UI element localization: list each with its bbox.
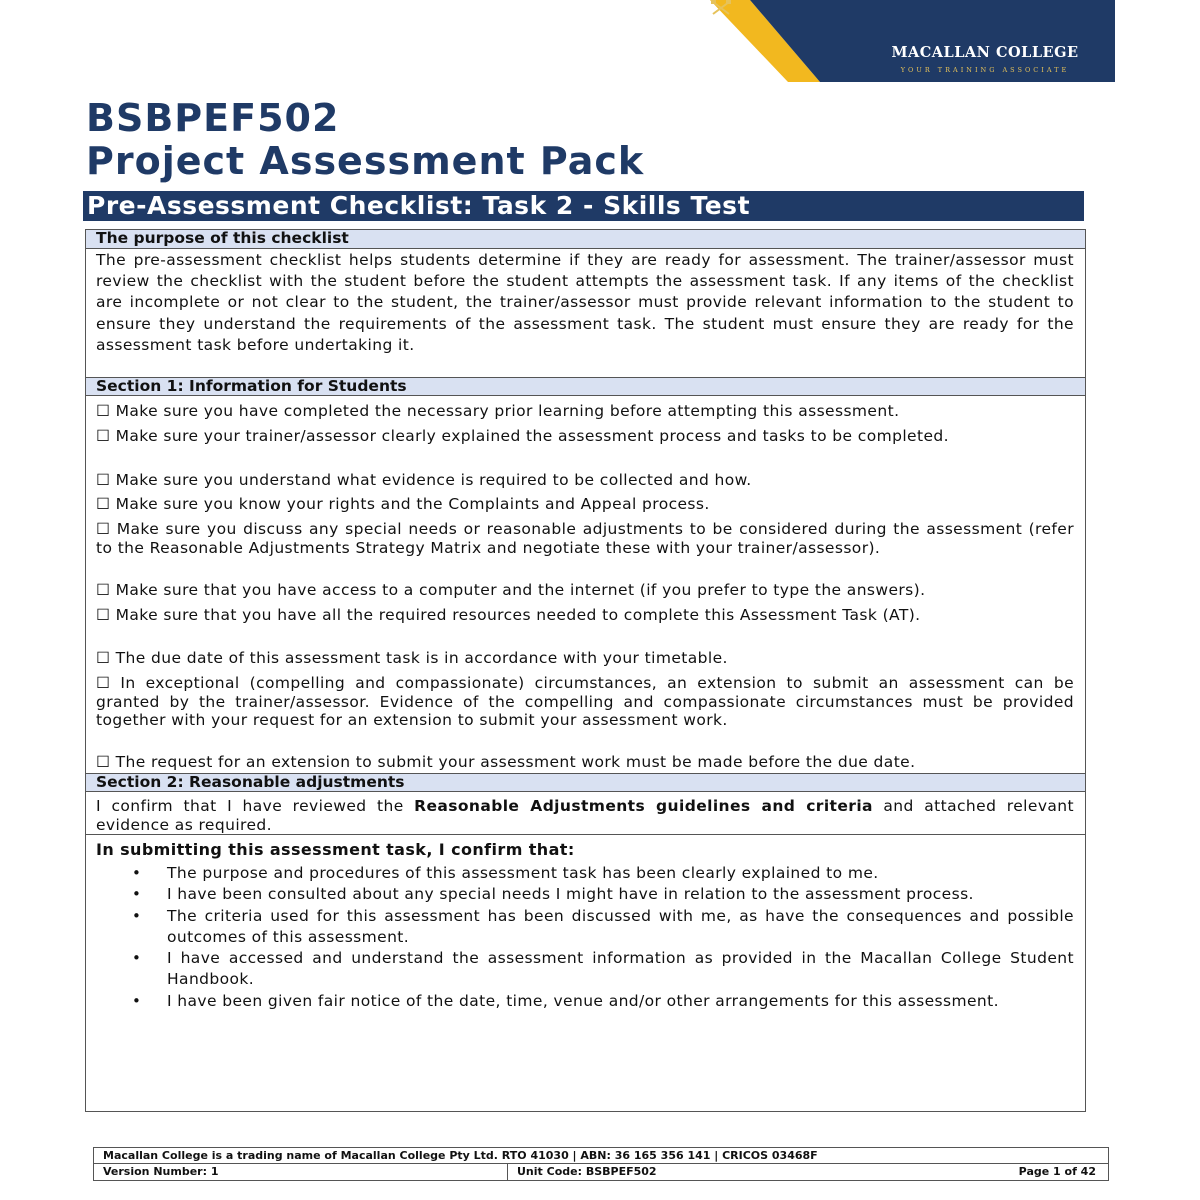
footer-page-number: Page 1 of 42 bbox=[1018, 1165, 1096, 1178]
page-footer bbox=[93, 1147, 1109, 1181]
list-item: • I have been consulted about any special needs I might have in relation to the assessment process. bbox=[132, 884, 1074, 905]
footer-legal-line: Macallan College is a trading name of Macallan College Pty Ltd. RTO 41030 | ABN: 36 165 356 141 | CRICOS 03468F bbox=[94, 1148, 1108, 1164]
bullet-icon: • bbox=[132, 885, 142, 904]
checklist-item: ☐ Make sure your trainer/assessor clearly explained the assessment process and tasks to be completed. bbox=[96, 427, 949, 445]
logo-college-name: MACALLAN COLLEGE bbox=[891, 44, 1079, 61]
bullet-icon: • bbox=[132, 864, 142, 882]
confirm-heading: In submitting this assessment task, I confirm that: bbox=[96, 840, 575, 859]
unit-code-title: BSBPEF502 bbox=[86, 96, 340, 140]
purpose-text: The pre-assessment checklist helps students determine if they are ready for assessment. The trainer/assessor must review the checklist with the student before the student attempts the assessment task. If any items of the checklist are incomplete or not clear to the student, the trainer/assessor must provide relevant information to the student to ensure they understand the requirements of the assessment task. The student must ensure they are ready for the assessment task before undertaking it. bbox=[96, 251, 1074, 354]
purpose-heading: The purpose of this checklist bbox=[86, 230, 1085, 249]
checklist-item: ☐ In exceptional (compelling and compassionate) circumstances, an extension to submit an assessment can be granted by the trainer/assessor. Evidence of the compelling and compassionate circumstances must be provided together with your request for an extension to submit your assessment work. bbox=[96, 674, 1075, 729]
reasonable-adjustments-text: I confirm that I have reviewed the Reasonable Adjustments guidelines and criteria and attached relevant evidence as required. bbox=[96, 797, 1074, 834]
footer-version: Version Number: 1 bbox=[103, 1165, 219, 1178]
checklist-item: ☐ Make sure that you have access to a computer and the internet (if you prefer to type the answers). bbox=[96, 581, 926, 599]
task-banner: Pre-Assessment Checklist: Task 2 - Skills Test bbox=[83, 191, 1084, 221]
confirm-divider bbox=[86, 834, 1085, 835]
footer-unit-code: Unit Code: BSBPEF502 bbox=[507, 1164, 657, 1180]
list-item: • The criteria used for this assessment has been discussed with me, as have the consequences and possible outcomes of this assessment. bbox=[132, 906, 1074, 946]
checklist-item: ☐ Make sure that you have all the required resources needed to complete this Assessment Task (AT). bbox=[96, 606, 921, 624]
list-item: • I have been given fair notice of the date, time, venue and/or other arrangements for this assessment. bbox=[132, 991, 1074, 1012]
college-logo-band bbox=[710, 0, 1115, 82]
list-item: • I have accessed and understand the assessment information as provided in the Macallan College Student Handbook. bbox=[132, 949, 1074, 989]
checklist-item: ☐ The request for an extension to submit your assessment work must be made before the due date. bbox=[96, 753, 916, 771]
bullet-icon: • bbox=[132, 906, 142, 925]
crossed-tools-icon bbox=[710, 0, 732, 16]
checklist-item: ☐ Make sure you understand what evidence is required to be collected and how. bbox=[96, 471, 752, 489]
document-title bbox=[86, 97, 644, 183]
logo-tagline: YOUR TRAINING ASSOCIATE bbox=[900, 66, 1070, 74]
checklist-item: ☐ Make sure you know your rights and the Complaints and Appeal process. bbox=[96, 495, 710, 513]
checklist-table bbox=[85, 229, 1086, 1112]
pack-title: Project Assessment Pack bbox=[86, 139, 645, 183]
section1-heading: Section 1: Information for Students bbox=[86, 377, 1085, 396]
list-item: • The purpose and procedures of this assessment task has been clearly explained to me. bbox=[132, 863, 1074, 884]
bullet-icon: • bbox=[132, 949, 142, 968]
bullet-icon: • bbox=[132, 991, 142, 1010]
confirm-list bbox=[132, 863, 1074, 1012]
checklist-item: ☐ Make sure you discuss any special needs or reasonable adjustments to be considered during the assessment (refer to the Reasonable Adjustments Strategy Matrix and negotiate these with your trainer/assessor). bbox=[96, 520, 1074, 557]
checklist-item: ☐ The due date of this assessment task is in accordance with your timetable. bbox=[96, 649, 728, 667]
checklist-item: ☐ Make sure you have completed the necessary prior learning before attempting this assessment. bbox=[96, 402, 900, 420]
footer-info-row bbox=[94, 1164, 1108, 1180]
section2-heading: Section 2: Reasonable adjustments bbox=[86, 773, 1085, 792]
